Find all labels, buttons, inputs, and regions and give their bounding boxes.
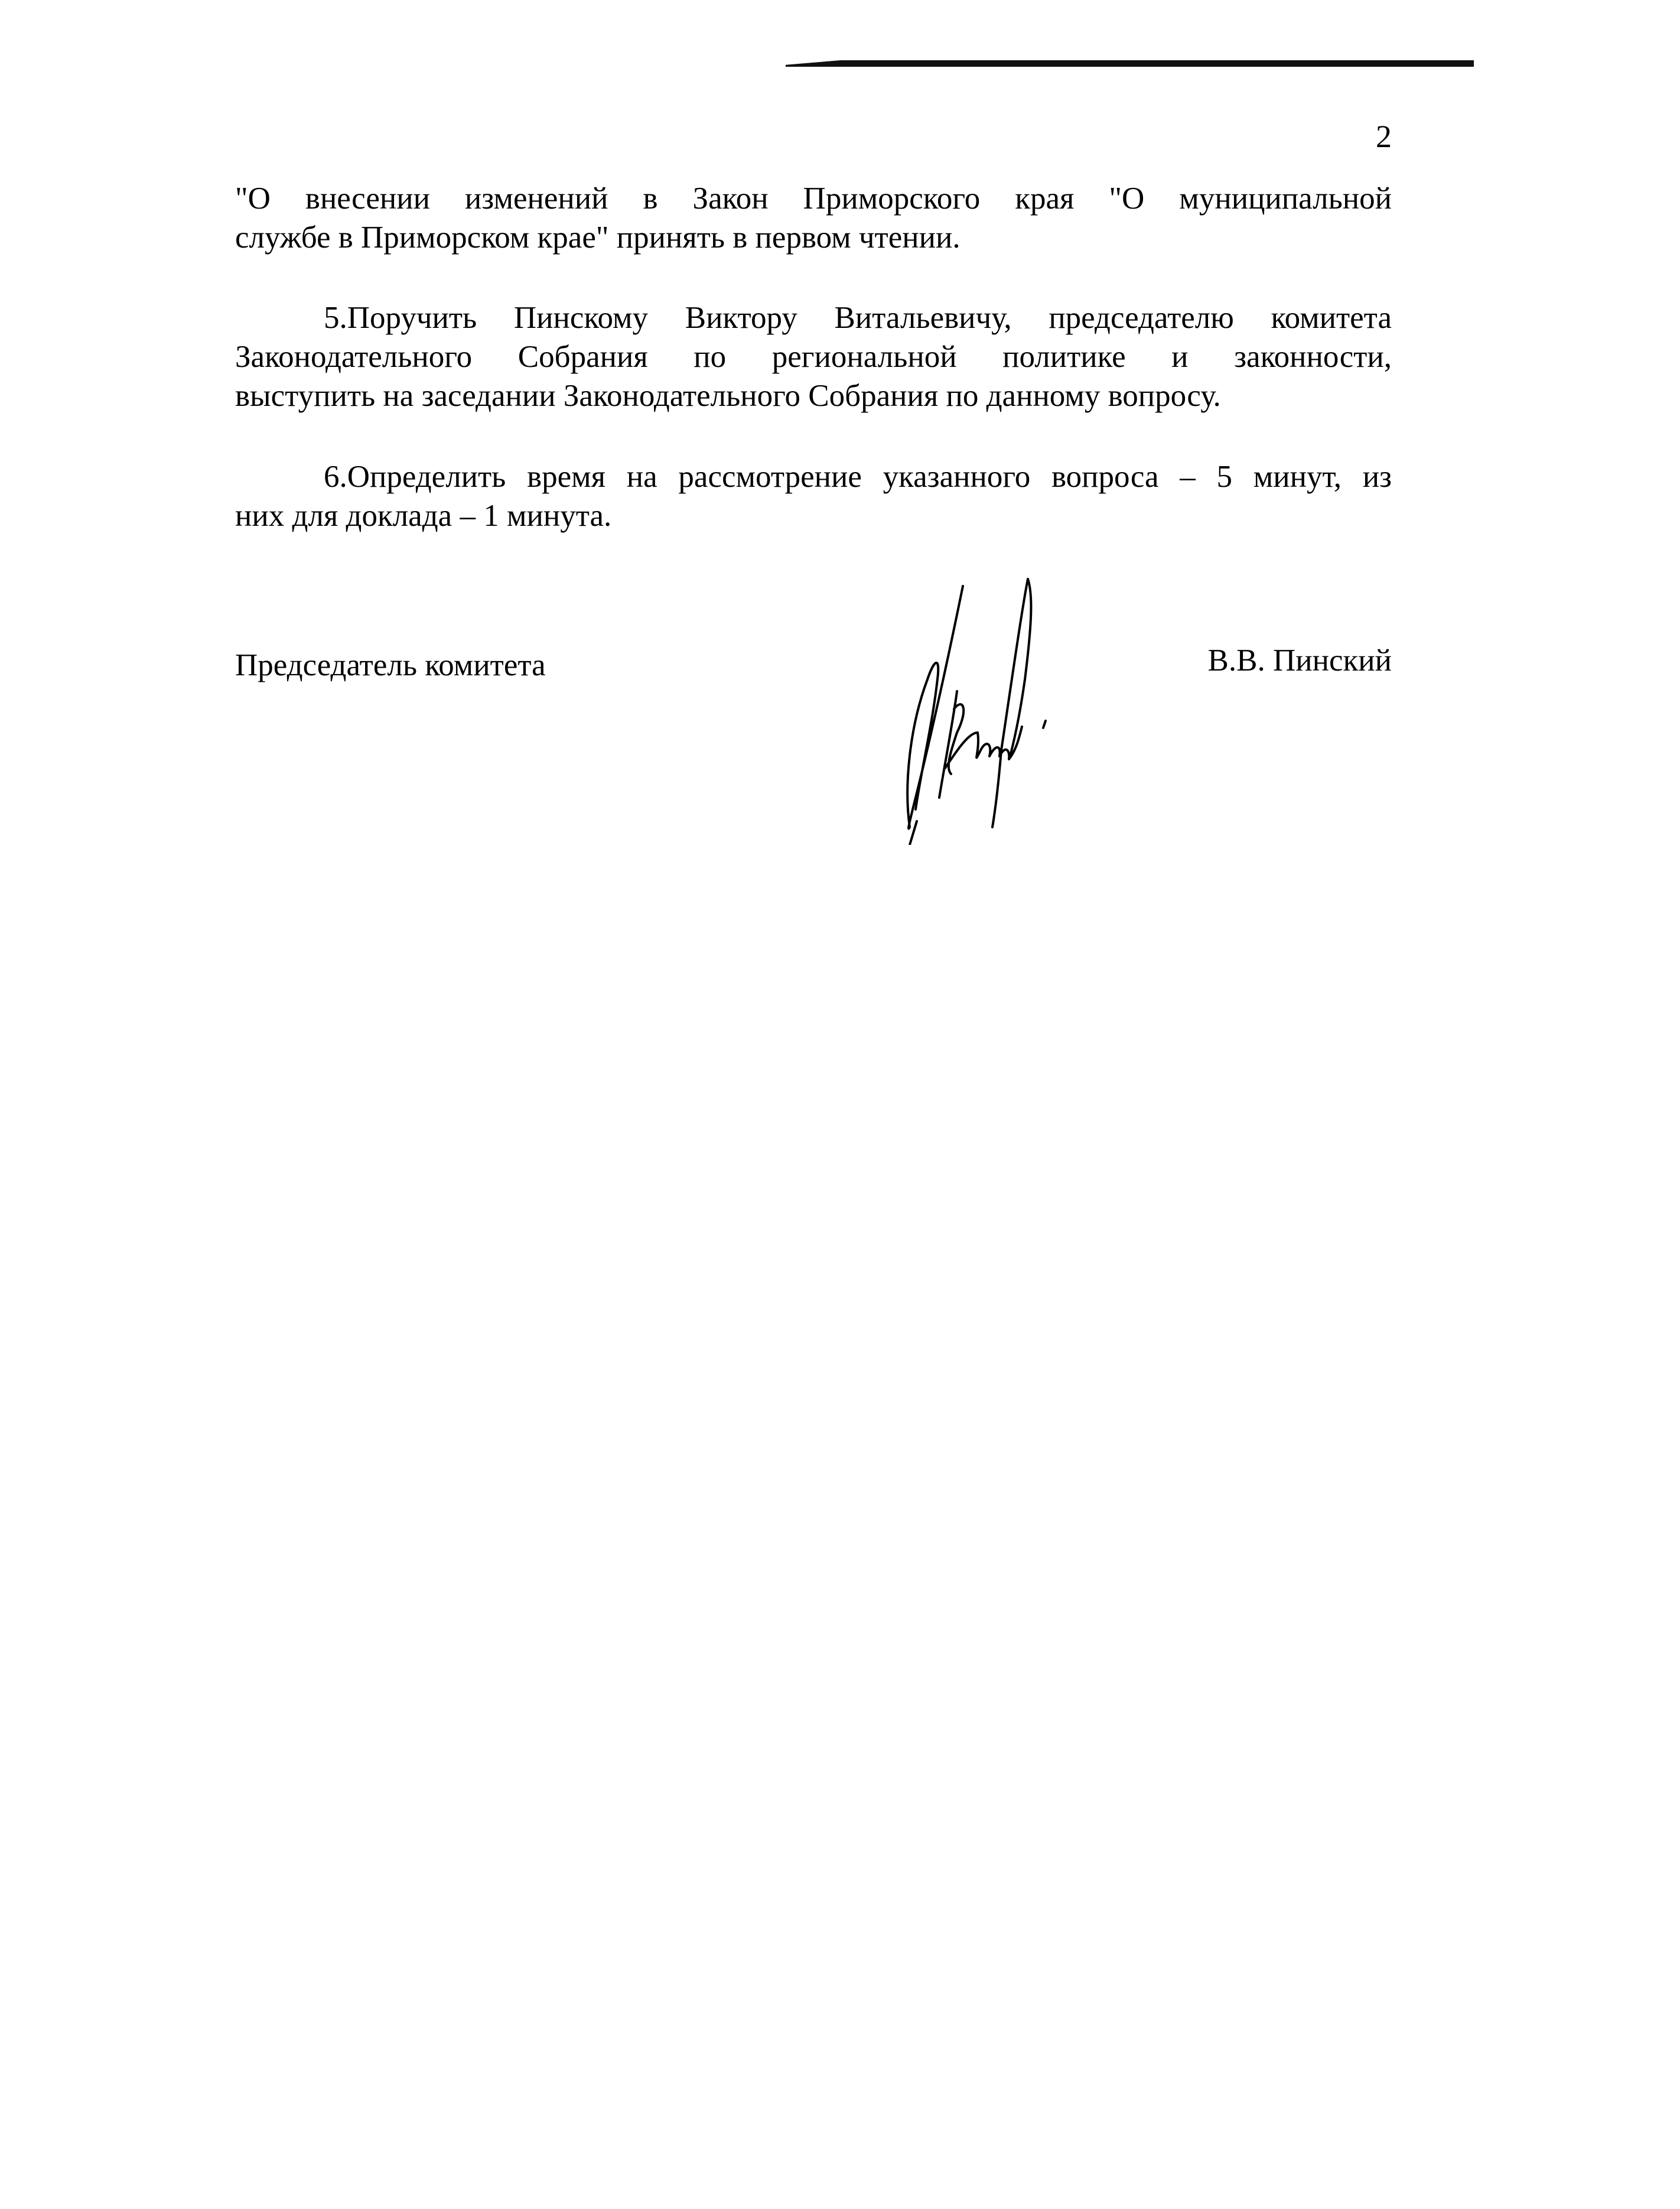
page-number: 2: [1376, 119, 1392, 154]
paragraph-line: выступить на заседании Законодательного Собрания по данному вопросу.: [235, 379, 1221, 413]
paragraph-line: Законодательного Собрания по региональной политике и законности,: [235, 340, 1392, 374]
header-rule: [786, 60, 1474, 67]
paragraph-line: 6.Определить время на рассмотрение указанного вопроса – 5 минут, из: [324, 460, 1392, 494]
signatory-position: Председатель комитета: [235, 648, 546, 682]
paragraph-line: них для доклада – 1 минута.: [235, 499, 612, 533]
paragraph-line: 5.Поручить Пинскому Виктору Витальевичу, председателю комитета: [324, 301, 1392, 335]
paragraph-line: службе в Приморском крае" принять в первом чтении.: [235, 220, 961, 255]
paragraph-line: "О внесении изменений в Закон Приморского края "О муниципальной: [235, 181, 1392, 216]
signatory-name: В.В. Пинский: [1207, 643, 1392, 678]
handwritten-signature: [851, 573, 1170, 845]
